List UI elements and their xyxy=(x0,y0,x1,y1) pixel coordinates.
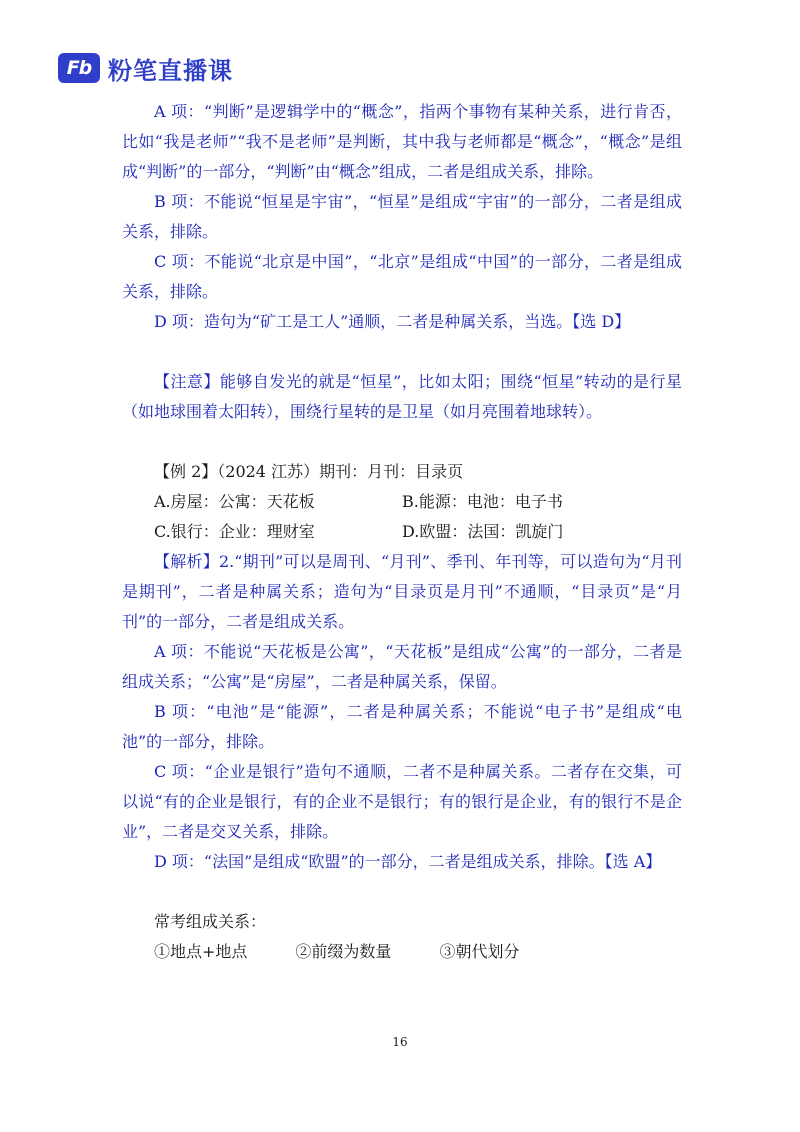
spacer xyxy=(122,337,682,367)
option-c: C.银行：企业：理财室 xyxy=(154,522,315,541)
brand-logo xyxy=(58,50,233,86)
list-item: ①地点+地点 xyxy=(154,942,248,961)
brand-name: 粉笔直播课 xyxy=(108,56,233,85)
list-item: ②前缀为数量 xyxy=(295,942,392,961)
option-c-analysis: C 项：不能说“北京是中国”，“北京”是组成“中国”的一部分，二者是组成关系，排除。 xyxy=(122,252,682,301)
option-a-analysis: A 项：“判断”是逻辑学中的“概念”，指两个事物有某种关系，进行肯否，比如“我是老师”“我不是老师”是判断，其中我与老师都是“概念”，“概念”是组成“判断”的一部分，“判断”由“概念”组成，二者是组成关系，排除。 xyxy=(122,102,682,181)
example-title: 【例 2】（2024 江苏）期刊：月刊：目录页 xyxy=(154,462,464,481)
common-relations-heading: 常考组成关系： xyxy=(154,912,267,931)
page-number: 16 xyxy=(392,1035,408,1049)
example-option-b-analysis: B 项：“电池”是“能源”，二者是种属关系；不能说“电子书”是组成“电池”的一部分，排除。 xyxy=(122,702,682,751)
note-paragraph: 【注意】能够自发光的就是“恒星”，比如太阳；围绕“恒星”转动的是行星（如地球围着太阳转），围绕行星转的是卫星（如月亮围着地球转）。 xyxy=(122,372,682,421)
fb-logo-icon: Fb xyxy=(58,53,100,83)
option-b-analysis: B 项：不能说“恒星是宇宙”，“恒星”是组成“宇宙”的一部分，二者是组成关系，排除。 xyxy=(122,192,682,241)
option-a: A.房屋：公寓：天花板 xyxy=(154,492,315,511)
option-d-analysis: D 项：造句为“矿工是工人”通顺，二者是种属关系，当选。【选 D】 xyxy=(154,312,631,331)
example-options xyxy=(122,487,682,547)
option-b: B.能源：电池：电子书 xyxy=(402,492,563,511)
option-d: D.欧盟：法国：凯旋门 xyxy=(402,522,564,541)
example-option-d-analysis: D 项：“法国”是组成“欧盟”的一部分，二者是组成关系，排除。【选 A】 xyxy=(154,852,662,871)
example-option-c-analysis: C 项：“企业是银行”造句不通顺，二者不是种属关系。二者存在交集，可以说“有的企业是银行，有的企业不是银行；有的银行是企业，有的银行不是企业”，二者是交叉关系，排除。 xyxy=(122,762,682,841)
list-item: ③朝代划分 xyxy=(439,942,520,961)
document-body xyxy=(122,97,682,967)
example-option-a-analysis: A 项：不能说“天花板是公寓”，“天花板”是组成“公寓”的一部分，二者是组成关系；“公寓”是“房屋”，二者是种属关系，保留。 xyxy=(122,642,682,691)
common-relations-list xyxy=(122,937,682,967)
spacer xyxy=(122,427,682,457)
analysis-paragraph: 【解析】2.“期刊”可以是周刊、“月刊”、季刊、年刊等，可以造句为“月刊是期刊”，二者是种属关系；造句为“目录页是月刊”不通顺，“目录页”是“月刊”的一部分，二者是组成关系。 xyxy=(122,552,682,631)
spacer xyxy=(122,877,682,907)
